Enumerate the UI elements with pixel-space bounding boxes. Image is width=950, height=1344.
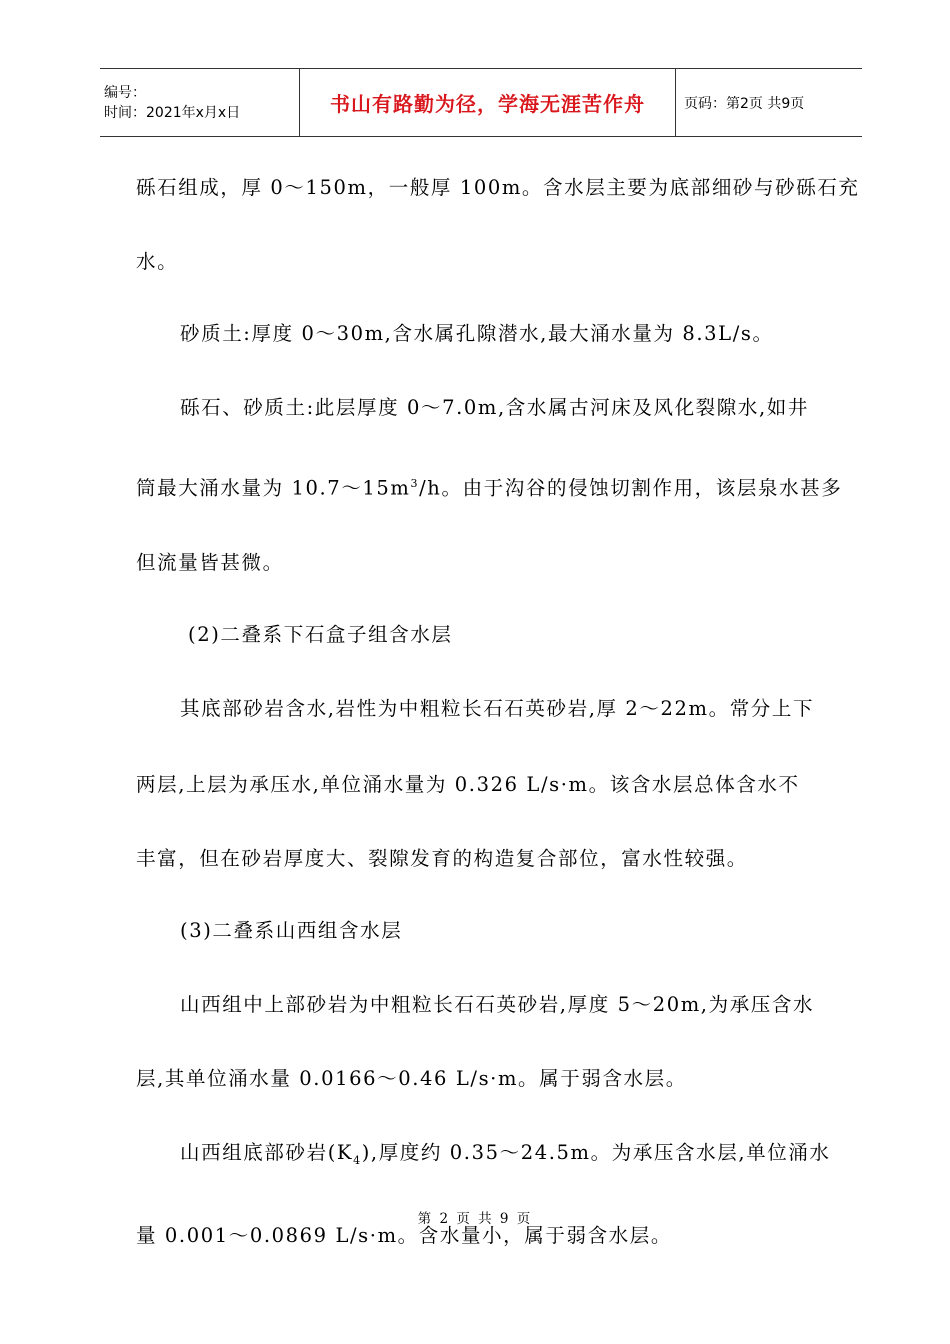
line-text: 筒最大涌水量为 10.7～15m <box>136 476 411 500</box>
line-text: 山西组底部砂岩(K <box>180 1140 354 1164</box>
motto: 书山有路勤为径，学海无涯苦作舟 <box>330 92 645 116</box>
serial-label: 编号： <box>104 84 146 101</box>
paragraph-line: 水。 <box>136 250 179 273</box>
header-page-cell <box>676 69 862 136</box>
paragraph-line: 砂质土:厚度 0～30m,含水属孔隙潜水,最大涌水量为 8.3L/s。 <box>180 322 774 345</box>
page-info: 页码：第2页 共9页 <box>684 95 805 112</box>
line-text: ),厚度约 0.35～24.5m。为承压含水层,单位涌水 <box>361 1140 831 1164</box>
line-text: /h。由于沟谷的侵蚀切割作用，该层泉水甚多 <box>419 476 843 500</box>
paragraph-line <box>136 1115 856 1199</box>
page-header <box>100 68 862 137</box>
section-heading: (3)二叠系山西组含水层 <box>180 918 403 942</box>
paragraph-line: 砾石、砂质土:此层厚度 0～7.0m,含水属古河床及风化裂隙水,如井 <box>180 396 809 419</box>
time-label: 时间：2021年x月x日 <box>104 104 241 121</box>
paragraph-line <box>136 446 856 527</box>
paragraph-line: 层,其单位涌水量 0.0166～0.46 L/s·m。属于弱含水层。 <box>136 1066 687 1090</box>
paragraph-line: 砾石组成，厚 0～150m，一般厚 100m。含水层主要为底部细砂与砂砾石充 <box>136 176 860 199</box>
paragraph-line: 两层,上层为承压水,单位涌水量为 0.326 L/s·m。该含水层总体含水不 <box>136 772 800 796</box>
paragraph-line: 丰富，但在砂岩厚度大、裂隙发育的构造复合部位，富水性较强。 <box>136 846 748 870</box>
header-meta <box>100 69 300 136</box>
page-footer: 第 2 页 共 9 页 <box>417 1211 533 1227</box>
header-motto-cell <box>300 69 676 136</box>
section-heading: (2)二叠系下石盒子组含水层 <box>188 622 453 646</box>
superscript: 3 <box>410 477 420 490</box>
paragraph-line: 但流量皆甚微。 <box>136 550 284 574</box>
paragraph-line: 其底部砂岩含水,岩性为中粗粒长石石英砂岩,厚 2～22m。常分上下 <box>180 696 815 720</box>
paragraph-line: 山西组中上部砂岩为中粗粒长石石英砂岩,厚度 5～20m,为承压含水 <box>180 992 815 1016</box>
paragraph-line: 量 0.001～0.0869 L/s·m。含水量小，属于弱含水层。 <box>136 1224 672 1248</box>
subscript: 4 <box>353 1153 362 1167</box>
document-body <box>136 150 860 1274</box>
